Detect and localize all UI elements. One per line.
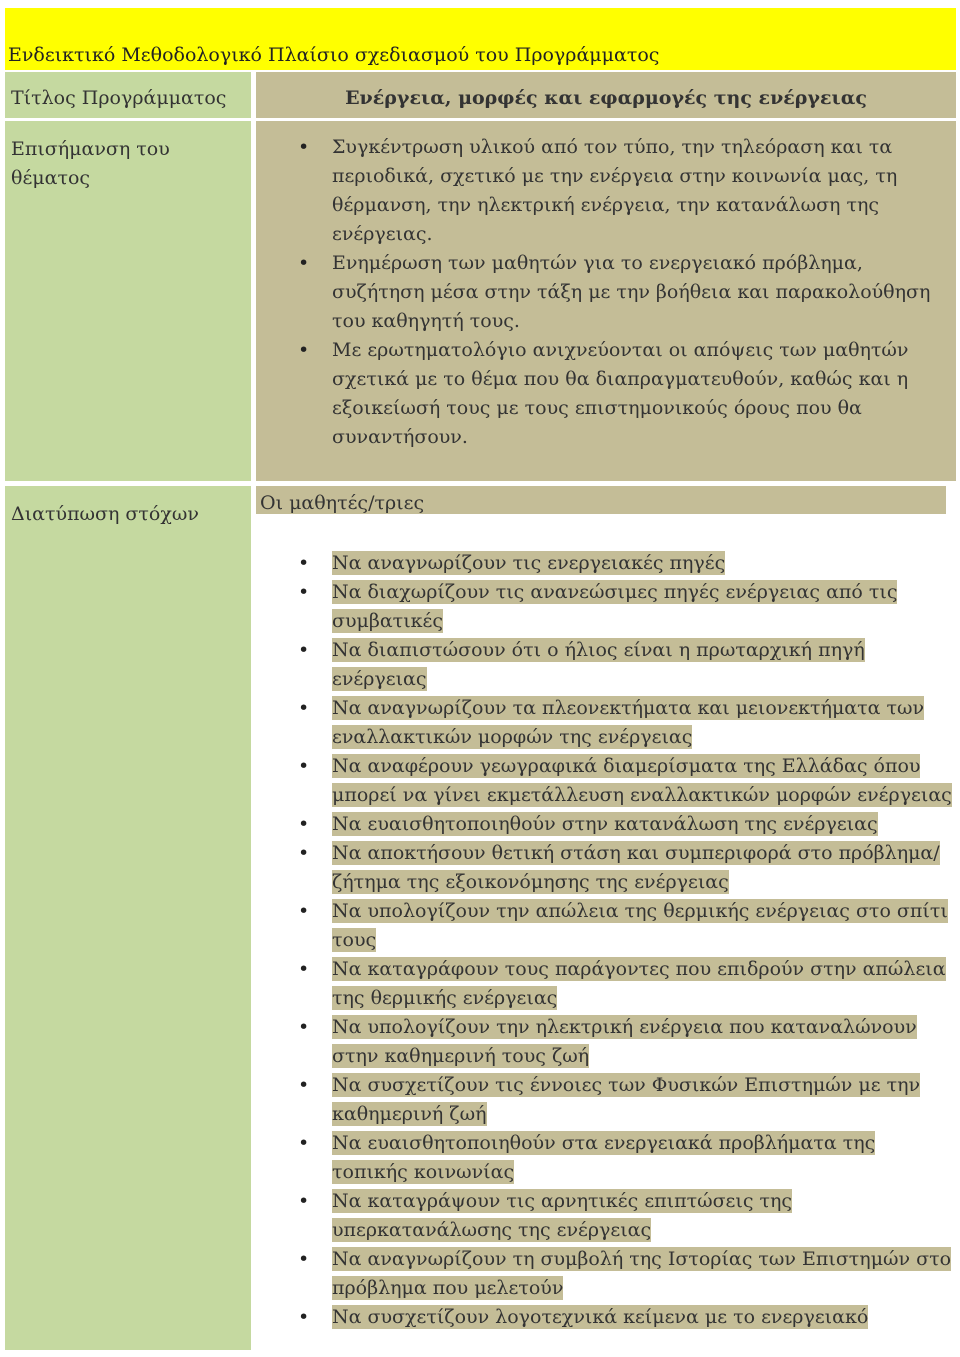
table-header-title: Ενδεικτικό Μεθοδολογικό Πλαίσιο σχεδιασμού του Προγράμματος [8,44,660,66]
list-item: • Να καταγράψουν τις αρνητικές επιπτώσεις της υπερκατανάλωσης της ενέργειας [256,1187,956,1245]
program-title-value: Ενέργεια, μορφές και εφαρμογές της ενέργειας [345,87,867,109]
list-item: • Να αναγνωρίζουν τις ενεργειακές πηγές [256,549,956,578]
list-item: • Ενημέρωση των μαθητών για το ενεργειακό πρόβλημα, συζήτηση μέσα στην τάξη με την βοήθεια και παρακολούθηση του καθηγητή τους. [256,249,956,336]
list-item: • Να αναγνωρίζουν τα πλεονεκτήματα και μειονεκτήματα των εναλλακτικών μορφών της ενέργειας [256,694,956,752]
list-item: • Να διαχωρίζουν τις ανανεώσιμες πηγές ενέργειας από τις συμβατικές [256,578,956,636]
topic-list [256,133,956,452]
list-item: • Να συσχετίζουν τις έννοιες των Φυσικών Επιστημών με την καθημερινή ζωή [256,1071,956,1129]
list-item: • Να υπολογίζουν την απώλεια της θερμικής ενέργειας στο σπίτι τους [256,897,956,955]
topic-content-cell [256,121,956,481]
goals-intro: Οι μαθητές/τριες [260,492,425,514]
program-title-label: Τίτλος Προγράμματος [11,87,227,109]
list-item: • Να ευαισθητοποιηθούν στην κατανάλωση της ενέργειας [256,810,956,839]
list-item: • Να συσχετίζουν λογοτεχνικά κείμενα με το ενεργειακό [256,1303,956,1332]
list-item: • Να διαπιστώσουν ότι ο ήλιος είναι η πρωταρχική πηγή ενέργειας [256,636,956,694]
table-header [5,8,956,70]
list-item: • Να υπολογίζουν την ηλεκτρική ενέργεια που καταναλώνουν στην καθημερινή τους ζωή [256,1013,956,1071]
goals-intro-cell [256,486,946,514]
list-item: • Με ερωτηματολόγιο ανιχνεύονται οι απόψεις των μαθητών σχετικά με το θέμα που θα διαπραγματευθούν, καθώς και η εξοικείωσή τους με τους επιστημονικούς όρους που θα συναντήσουν. [256,336,956,452]
methodology-table [5,8,956,1350]
topic-label: Επισήμανση του θέματος [11,138,170,189]
program-title-value-cell [256,72,956,118]
topic-label-cell [5,121,251,481]
goals-label: Διατύπωση στόχων [11,503,199,525]
list-item: • Να ευαισθητοποιηθούν στα ενεργειακά προβλήματα της τοπικής κοινωνίας [256,1129,956,1187]
list-item: • Να αποκτήσουν θετική στάση και συμπεριφορά στο πρόβλημα/ζήτημα της εξοικονόμησης της ενέργειας [256,839,956,897]
list-item: • Συγκέντρωση υλικού από τον τύπο, την τηλεόραση και τα περιοδικά, σχετικό με την ενέργεια στην κοινωνία μας, τη θέρμανση, την ηλεκτρική ενέργεια, την κατανάλωση της ενέργειας. [256,133,956,249]
list-item: • Να αναγνωρίζουν τη συμβολή της Ιστορίας των Επιστημών στο πρόβλημα που μελετούν [256,1245,956,1303]
list-item: • Να καταγράφουν τους παράγοντες που επιδρούν στην απώλεια της θερμικής ενέργειας [256,955,956,1013]
program-title-label-cell [5,72,254,118]
list-item: • Να αναφέρουν γεωγραφικά διαμερίσματα της Ελλάδας όπου μπορεί να γίνει εκμετάλλευση εναλλακτικών μορφών ενέργειας [256,752,956,810]
goals-label-cell [5,486,251,1350]
goals-list [256,549,956,1332]
goals-content-cell [256,514,956,1350]
